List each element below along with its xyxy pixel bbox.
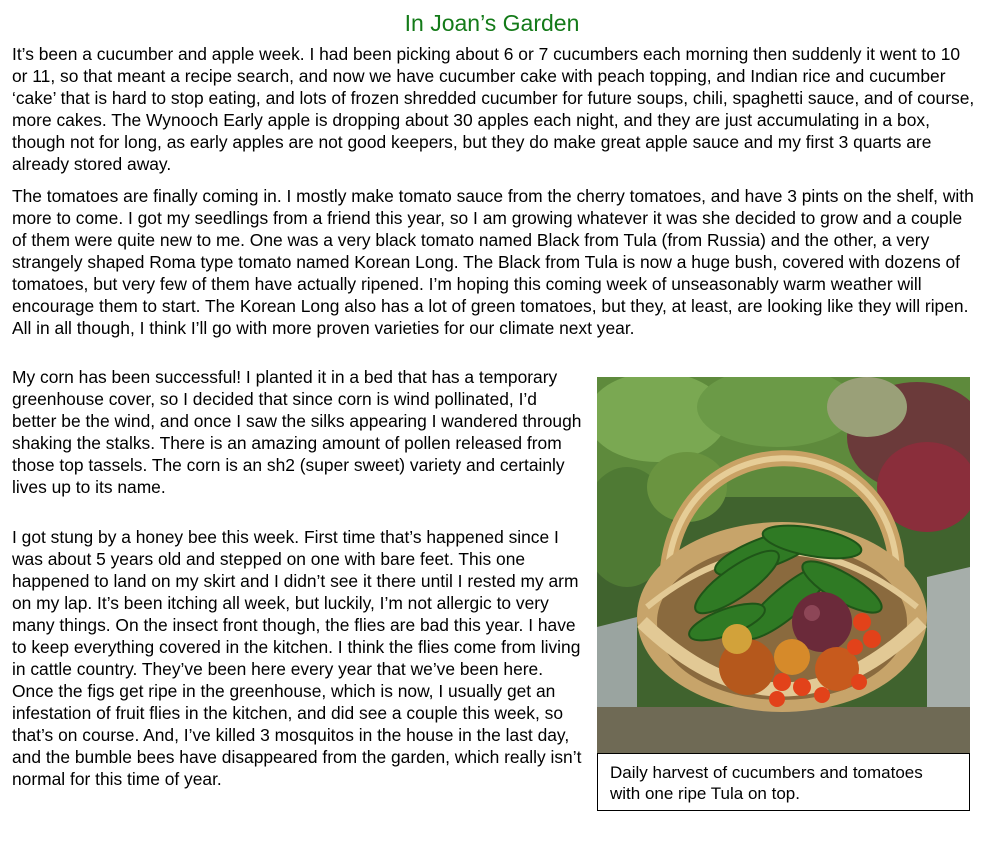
page-title: In Joan’s Garden [404, 10, 580, 36]
paragraph-honey-bee: I got stung by a honey bee this week. First time that’s happened since I was about 5 years old and stepped on one with bare feet. This one happened to land on my skirt and I didn’t see it there until I rested my arm on my lap. It’s been itching all week, but luckily, I’m not allergic to very many things. On the insect front though, the flies are bad this year. I have to keep everything covered in the kitchen. I think the flies come from living in cattle country. They’ve been here every year that we’ve been here. Once the figs get ripe in the greenhouse, which is now, I usually get an infestation of fruit flies in the kitchen, and did see a couple this week, so that’s on course. And, I’ve killed 3 mosquitos in the house in the last day, and the bumble bees have disappeared from the garden, which really isn’t normal for this time of year. [12, 527, 582, 789]
paragraph-cucumber-apple: It’s been a cucumber and apple week. I had been picking about 6 or 7 cucumbers each morning then suddenly it went to 10 or 11, so that meant a recipe search, and now we have cucumber cake with peach topping, and Indian rice and cucumber ‘cake’ that is hard to stop eating, and lots of frozen shredded cucumber for future soups, chili, spaghetti sauce, and of course, more cakes. The Wynooch Early apple is dropping about 30 apples each night, and they are just accumulating in a box, though not for long, as early apples are not good keepers, but they do make great apple sauce and my first 3 quarts are already stored away. [12, 44, 975, 174]
harvest-basket-illustration [597, 377, 970, 753]
harvest-basket-photo [597, 377, 970, 753]
paragraph-tomatoes: The tomatoes are finally coming in. I mostly make tomato sauce from the cherry tomatoes, and have 3 pints on the shelf, with more to come. I got my seedlings from a friend this year, so I am growing whatever it was she decided to grow and a couple of them were quite new to me. One was a very black tomato named Black from Tula (from Russia) and the other, a very strangely shaped Roma type tomato named Korean Long. The Black from Tula is now a huge bush, covered with dozens of tomatoes, but very few of them have actually ripened. I’m hoping this coming week of unseasonably warm weather will encourage them to start. The Korean Long also has a lot of green tomatoes, but they, at least, are looking like they will ripen. All in all though, I think I’ll go with more proven varieties for our climate next year. [12, 186, 974, 338]
paragraph-corn: My corn has been successful! I planted it in a bed that has a temporary greenhouse cover, so I decided that since corn is wind pollinated, I’d better be the wind, and once I saw the silks appearing I wandered through shaking the stalks. There is an amazing amount of pollen released from those top tassels. The corn is an sh2 (super sweet) variety and certainly lives up to its name. [12, 367, 582, 497]
photo-caption: Daily harvest of cucumbers and tomatoes with one ripe Tula on top. [597, 753, 970, 811]
